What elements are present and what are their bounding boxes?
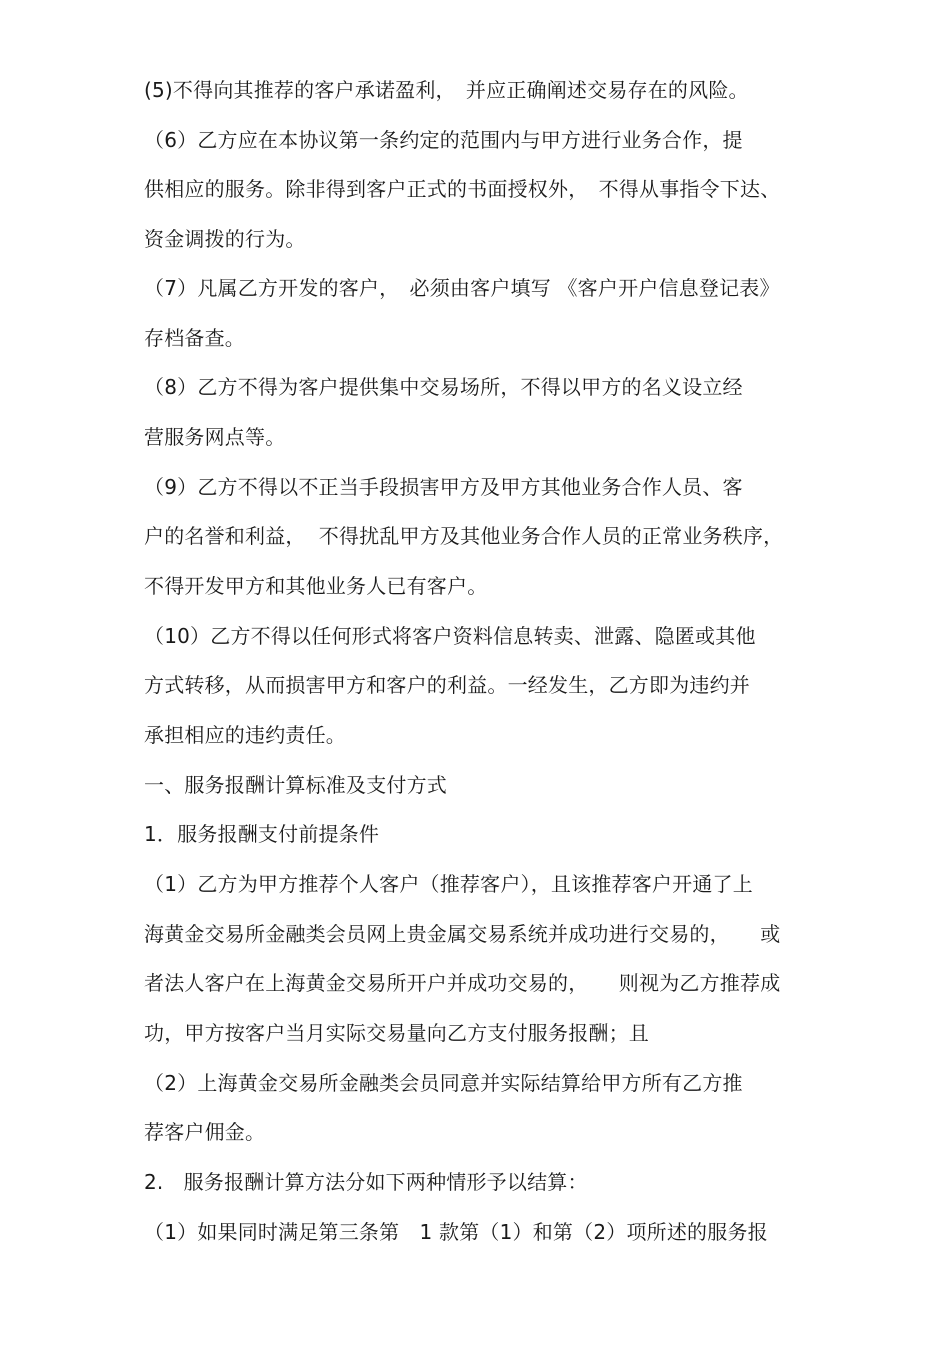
text-line: （10）乙方不得以任何形式将客户资料信息转卖、泄露、隐匿或其他 xyxy=(144,624,756,648)
text-line: （6）乙方应在本协议第一条约定的范围内与甲方进行业务合作，提 xyxy=(144,128,743,152)
text-line: （1）乙方为甲方推荐个人客户（推荐客户），且该推荐客户开通了上 xyxy=(144,872,753,896)
text-line: 承担相应的违约责任。 xyxy=(144,723,346,747)
text-line: 供相应的服务。除非得到客户正式的书面授权外， 不得从事指令下达、 xyxy=(144,177,781,201)
text-line: 营服务网点等。 xyxy=(144,425,286,449)
subsection-heading: 1．服务报酬支付前提条件 xyxy=(144,822,380,846)
text-line: （1）如果同时满足第三条第 1 款第（1）和第（2）项所述的服务报 xyxy=(144,1220,768,1244)
text-line: （7）凡属乙方开发的客户， 必须由客户填写 《客户开户信息登记表》 xyxy=(144,276,780,300)
text-line: 荐客户佣金。 xyxy=(144,1120,266,1144)
text-line: 者法人客户在上海黄金交易所开户并成功交易的， 则视为乙方推荐成 xyxy=(144,971,781,995)
subsection-heading: 2. 服务报酬计算方法分如下两种情形予以结算： xyxy=(144,1170,588,1194)
text-line: 功，甲方按客户当月实际交易量向乙方支付服务报酬；且 xyxy=(144,1021,649,1045)
text-line: 户的名誉和利益， 不得扰乱甲方及其他业务合作人员的正常业务秩序， xyxy=(144,524,784,548)
text-line: （8）乙方不得为客户提供集中交易场所，不得以甲方的名义设立经 xyxy=(144,375,743,399)
text-line: 海黄金交易所金融类会员网上贵金属交易系统并成功进行交易的， 或 xyxy=(144,922,781,946)
text-line: 不得开发甲方和其他业务人已有客户。 xyxy=(144,574,488,598)
section-heading: 一、服务报酬计算标准及支付方式 xyxy=(144,773,447,797)
text-line: （2）上海黄金交易所金融类会员同意并实际结算给甲方所有乙方推 xyxy=(144,1071,743,1095)
text-line: 方式转移，从而损害甲方和客户的利益。一经发生，乙方即为违约并 xyxy=(144,673,750,697)
text-line: 存档备查。 xyxy=(144,326,245,350)
text-line: 资金调拨的行为。 xyxy=(144,227,306,251)
text-line: (5)不得向其推荐的客户承诺盈利， 并应正确阐述交易存在的风险。 xyxy=(144,78,749,102)
text-line: （9）乙方不得以不正当手段损害甲方及甲方其他业务合作人员、客 xyxy=(144,475,743,499)
